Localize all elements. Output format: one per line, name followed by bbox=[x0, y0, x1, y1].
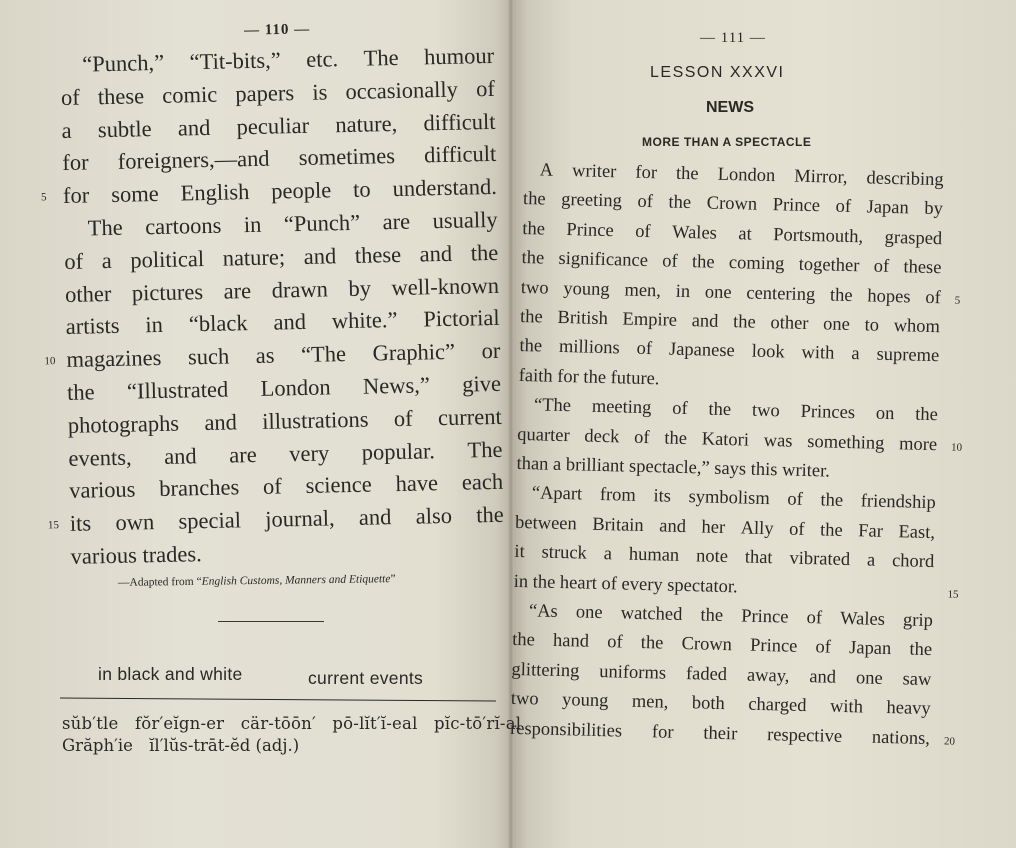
text-line: for foreigners,—and sometimes difficult bbox=[62, 141, 497, 176]
text-line: the significance of the coming together of these bbox=[521, 248, 942, 279]
text-line: glittering uniforms faded away, and one saw bbox=[511, 659, 932, 690]
pronunciation-word: ĭl′lŭs-trāt-ĕd (adj.) bbox=[149, 736, 300, 755]
text-line: faith for the future. bbox=[518, 365, 660, 390]
text-line: “The meeting of the two Princes on the bbox=[533, 395, 939, 426]
lesson-title: NEWS bbox=[706, 99, 754, 116]
line-number: 5 bbox=[954, 294, 961, 307]
vocab-phrase: in black and white bbox=[98, 664, 243, 684]
text-line: the millions of Japanese look with a supreme bbox=[519, 336, 940, 367]
text-line: “Punch,” “Tit-bits,” etc. The humour bbox=[81, 42, 495, 77]
text-line: between Britain and her Ally of the Far East, bbox=[514, 512, 936, 543]
text-line: artists in “black and white.” Pictorial bbox=[65, 305, 500, 340]
text-line: events, and are very popular. The bbox=[68, 436, 503, 471]
pronunciation-row bbox=[62, 714, 532, 733]
lesson-heading: LESSON XXXVI bbox=[650, 64, 785, 81]
pronunciation-word: cär-tōōn′ bbox=[240, 714, 316, 733]
pronunciation-row bbox=[62, 736, 310, 755]
line-number: 20 bbox=[943, 735, 956, 748]
line-number: 15 bbox=[47, 519, 60, 532]
text-line: the greeting of the Crown Prince of Japan by bbox=[522, 189, 944, 220]
text-line: various trades. bbox=[70, 541, 203, 569]
pronunciation-word: Grăph′ie bbox=[62, 736, 133, 755]
line-number: 10 bbox=[44, 355, 56, 368]
text-line: its own special journal, and also the bbox=[69, 501, 505, 537]
text-line: than a brilliant spectacle,” says this writer. bbox=[516, 453, 831, 482]
text-line: in the heart of every spectator. bbox=[513, 571, 738, 597]
line-number: 10 bbox=[950, 441, 963, 454]
text-line: the British Empire and the other one to whom bbox=[519, 306, 941, 338]
text-line: a subtle and peculiar nature, difficult bbox=[61, 108, 496, 143]
left-page-number: — 110 — bbox=[243, 21, 311, 39]
text-line: the hand of the Crown Prince of Japan the bbox=[512, 630, 933, 661]
text-line: photographs and illustrations of current bbox=[67, 403, 502, 438]
pronunciation-word: pĭc-tō′rĭ-al bbox=[434, 714, 522, 733]
pronunciation-word: fŏr′eĭgn-er bbox=[134, 714, 225, 733]
text-line: quarter deck of the Katori was something more bbox=[517, 424, 938, 455]
pronunciation-word: pō-lĭt′ĭ-eal bbox=[332, 714, 418, 733]
text-line: “As one watched the Prince of Wales grip bbox=[528, 601, 934, 632]
text-line: the Prince of Wales at Portsmouth, grasped bbox=[522, 218, 943, 250]
text-line: for some English people to understand. bbox=[62, 174, 498, 209]
right-page-number: — 111 — bbox=[700, 30, 766, 46]
lesson-subtitle: MORE THAN A SPECTACLE bbox=[642, 135, 812, 149]
text-line: magazines such as “The Graphic” or bbox=[66, 338, 501, 373]
text-line: A writer for the London Mirror, describing bbox=[539, 160, 944, 191]
vocab-phrase: current events bbox=[308, 668, 424, 688]
text-line: the “Illustrated London News,” give bbox=[66, 370, 502, 405]
text-line: of these comic papers is occasionally of bbox=[60, 75, 496, 110]
text-line: The cartoons in “Punch” are usually bbox=[87, 206, 498, 241]
text-line: two young men, both charged with heavy bbox=[510, 689, 931, 720]
line-number: 15 bbox=[947, 588, 959, 601]
text-line: responsibilities for their respective nations, bbox=[509, 718, 931, 749]
section-divider bbox=[218, 621, 324, 622]
pronunciation-word: sŭb′tle bbox=[62, 714, 119, 733]
text-line: various branches of science have each bbox=[68, 469, 504, 504]
text-line: other pictures are drawn by well-known bbox=[64, 272, 500, 307]
text-line: of a political nature; and these and the bbox=[64, 239, 499, 274]
attribution-title: English Customs, Manners and Etiquette bbox=[201, 573, 391, 588]
text-line: “Apart from its symbolism of the friendship bbox=[531, 483, 936, 514]
text-line: two young men, in one centering the hopes of bbox=[520, 277, 942, 308]
text-line: it struck a human note that vibrated a chord bbox=[514, 542, 935, 573]
line-number: 5 bbox=[40, 191, 47, 204]
attribution: —Adapted from “English Customs, Manners and Etiquette” bbox=[117, 573, 396, 589]
